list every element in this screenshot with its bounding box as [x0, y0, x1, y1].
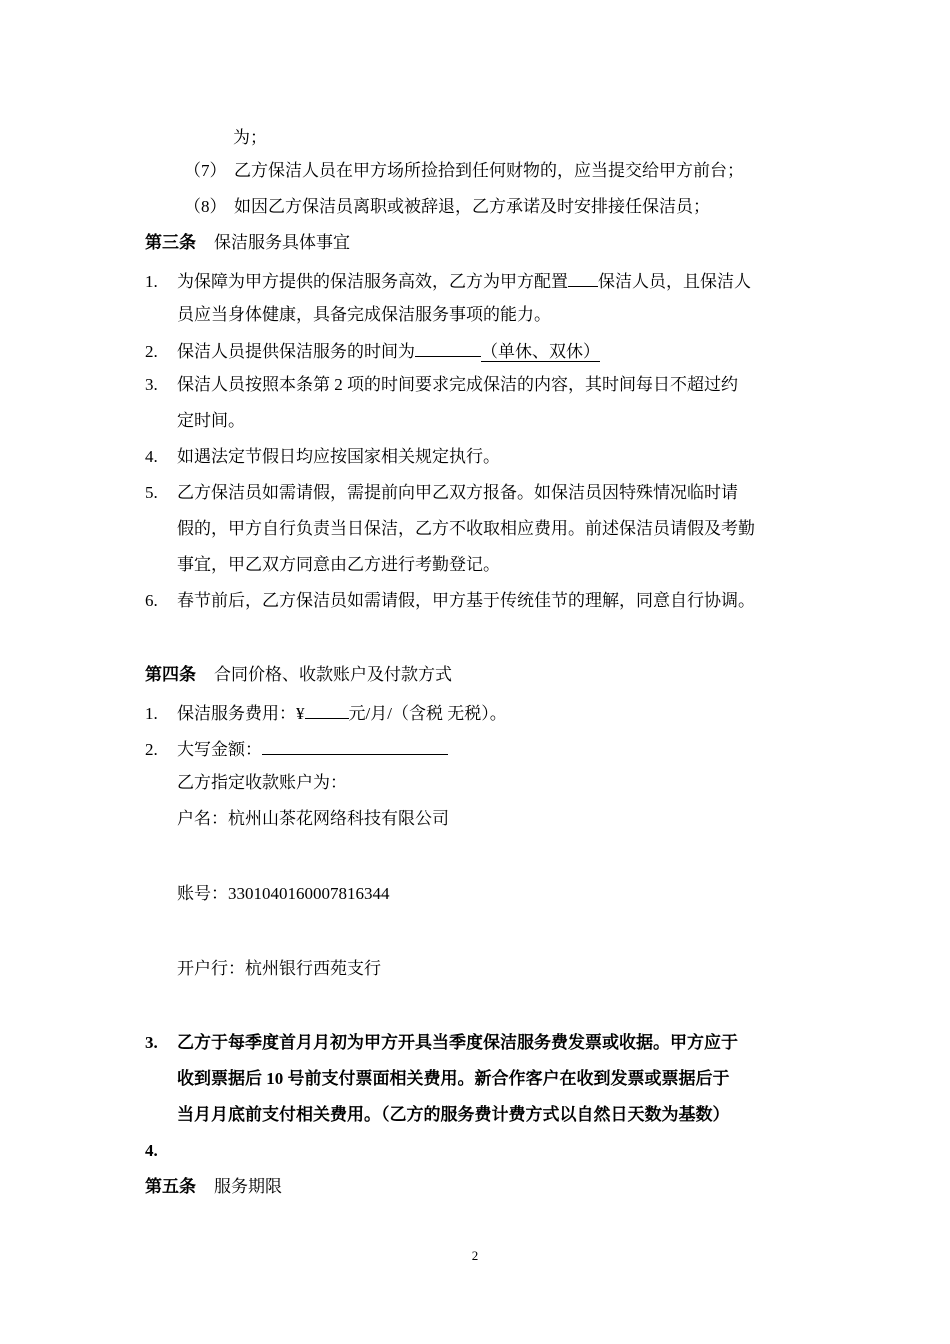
- item-text: 乙方于每季度首月月初为甲方开具当季度保洁服务费发票或收据。甲方应于: [177, 1033, 738, 1052]
- article-3-item-1: [145, 268, 751, 293]
- article-title: 合同价格、收款账户及付款方式: [214, 665, 452, 684]
- article-label: 第四条: [145, 665, 196, 684]
- item-text-cont: 元/月/（含税 无税）。: [348, 704, 507, 723]
- item-number: 1.: [145, 272, 158, 291]
- bank-name: 开户行：杭州银行西苑支行: [177, 959, 381, 978]
- article-3-item-4: [145, 446, 500, 468]
- article-title: 服务期限: [214, 1177, 282, 1196]
- account-name: 户名：杭州山茶花网络科技有限公司: [177, 809, 449, 828]
- item-text: 保洁人员提供保洁服务的时间为: [177, 342, 415, 361]
- account-intro: 乙方指定收款账户为：: [177, 773, 347, 792]
- article-3-item-5: [145, 482, 738, 504]
- item-text: 保洁服务费用：¥: [177, 704, 305, 723]
- item-number: 1.: [145, 704, 158, 723]
- item-text: 乙方保洁人员在甲方场所捡拾到任何财物的，应当提交给甲方前台；: [234, 161, 744, 180]
- article-4-item-2: [145, 736, 448, 761]
- item-text: 春节前后，乙方保洁员如需请假，甲方基于传统佳节的理解，同意自行协调。: [177, 591, 755, 610]
- article-3-item-5-line-2: 假的，甲方自行负责当日保洁，乙方不收取相应费用。前述保洁员请假及考勤: [177, 519, 755, 538]
- article-4-item-3: [145, 1032, 738, 1054]
- item-number: 6.: [145, 591, 158, 610]
- item-number: 2.: [145, 740, 158, 759]
- article-label: 第三条: [145, 233, 196, 252]
- item-text-cont: 保洁人员，且保洁人: [598, 272, 751, 291]
- article-3-item-3: [145, 374, 738, 396]
- article-3-item-2: [145, 338, 600, 363]
- article-4-item-3-line-2: 收到票据后 10 号前支付票面相关费用。新合作客户在收到发票或票据后于: [177, 1069, 730, 1088]
- article-4-heading: [145, 664, 452, 686]
- item-text: 保洁人员按照本条第 2 项的时间要求完成保洁的内容，其时间每日不超过约: [177, 375, 738, 394]
- article-5-heading: [145, 1176, 282, 1198]
- list-item-8: [184, 196, 710, 218]
- blank-field: [568, 268, 598, 287]
- item-number: 3.: [145, 375, 158, 394]
- article-4-item-3-line-3: 当月月底前支付相关费用。（乙方的服务费计费方式以自然日天数为基数）: [177, 1105, 730, 1124]
- item-number: 4.: [145, 447, 158, 466]
- item-text-underlined: （单休、双休）: [481, 342, 600, 361]
- article-3-item-5-line-3: 事宜，甲乙双方同意由乙方进行考勤登记。: [177, 555, 500, 574]
- item-text: 如遇法定节假日均应按国家相关规定执行。: [177, 447, 500, 466]
- item-number: 5.: [145, 483, 158, 502]
- article-3-item-6: [145, 590, 755, 612]
- article-label: 第五条: [145, 1177, 196, 1196]
- list-item-7: [184, 160, 744, 182]
- continuation-text: 为；: [233, 128, 267, 147]
- blank-field: [305, 700, 349, 719]
- article-4-item-4: [145, 1140, 177, 1162]
- blank-field: [262, 736, 448, 755]
- article-3-heading: [145, 232, 350, 254]
- item-number: （7）: [184, 161, 227, 180]
- item-number: 4.: [145, 1141, 158, 1160]
- article-3-item-1-line-2: 员应当身体健康，具备完成保洁服务事项的能力。: [177, 305, 551, 324]
- item-number: 3.: [145, 1033, 158, 1052]
- item-number: （8）: [184, 197, 227, 216]
- page-number: 2: [471, 1248, 479, 1263]
- item-text: 如因乙方保洁员离职或被辞退，乙方承诺及时安排接任保洁员；: [234, 197, 710, 216]
- blank-field: [415, 338, 481, 357]
- account-number: 账号：3301040160007816344: [177, 884, 390, 903]
- item-text: 为保障为甲方提供的保洁服务高效，乙方为甲方配置: [177, 272, 568, 291]
- item-text: 大写金额：: [177, 740, 262, 759]
- item-number: 2.: [145, 342, 158, 361]
- item-text: 乙方保洁员如需请假，需提前向甲乙双方报备。如保洁员因特殊情况临时请: [177, 483, 738, 502]
- article-title: 保洁服务具体事宜: [214, 233, 350, 252]
- article-3-item-3-line-2: 定时间。: [177, 411, 245, 430]
- article-4-item-1: [145, 700, 507, 725]
